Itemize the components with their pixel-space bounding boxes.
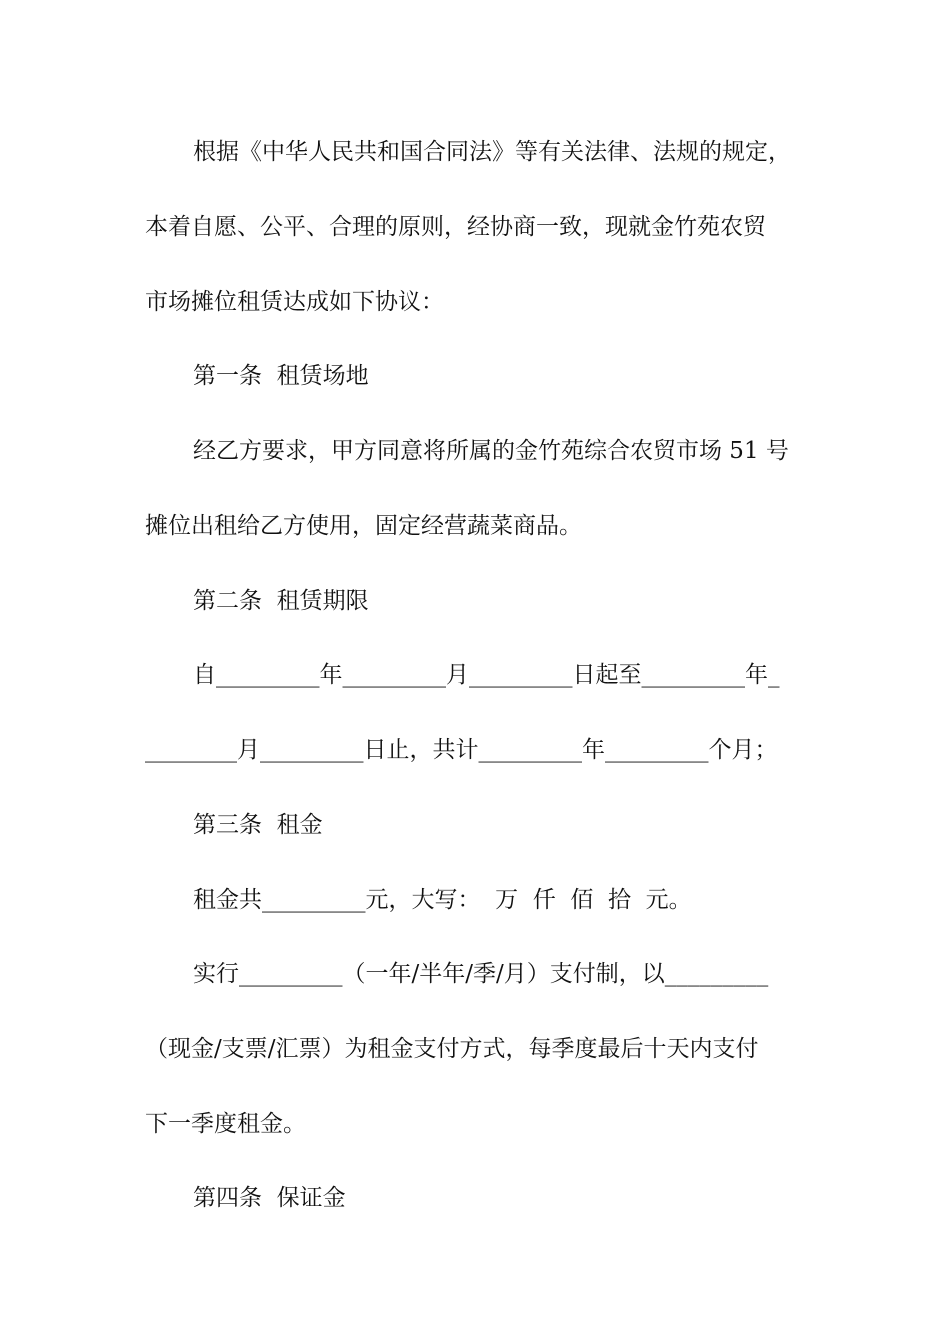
article-3-text-line-4: 下一季度租金。 [145,1111,306,1137]
article-4-heading: 第四条 保证金 [193,1185,346,1211]
paragraph-preamble-line-3: 市场摊位租赁达成如下协议： [145,289,444,315]
article-3-heading: 第三条 租金 [193,812,323,838]
paragraph-preamble-line-1: 根据《中华人民共和国合同法》等有关法律、法规的规定， [193,139,791,165]
article-2-text-line-1: 自_________年_________月_________日起至_________年_ [193,662,780,688]
article-3-text-line-2: 实行_________（一年/半年/季/月）支付制，以_________ [193,961,769,987]
article-1-heading: 第一条 租赁场地 [193,363,369,389]
article-1-text-line-1: 经乙方要求，甲方同意将所属的金竹苑综合农贸市场 51 号 [193,438,789,464]
paragraph-preamble-line-2: 本着自愿、公平、合理的原则，经协商一致，现就金竹苑农贸 [145,214,766,240]
article-2-heading: 第二条 租赁期限 [193,588,369,614]
article-1-text-line-2: 摊位出租给乙方使用，固定经营蔬菜商品。 [145,513,582,539]
article-3-text-line-1: 租金共_________元，大写： 万 仟 佰 拾 元。 [193,887,692,913]
article-2-text-line-2: ________月_________日止，共计_________年_________个月； [145,737,778,763]
article-3-text-line-3: （现金/支票/汇票）为租金支付方式，每季度最后十天内支付 [145,1036,759,1062]
